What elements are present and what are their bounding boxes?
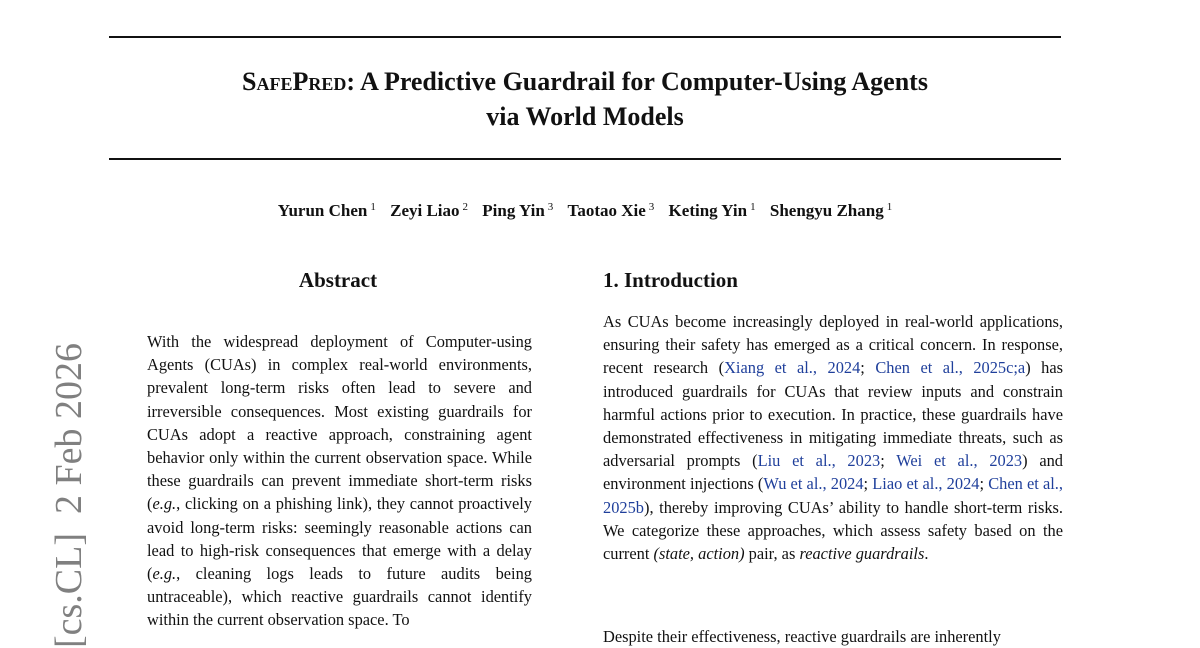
abstract-text: With the widespread deployment of Computer-using Agents (CUAs) in complex real-world environments, prevalent long-term risks often lead to severe and irreversible consequences. Most existing guardrails for CUAs adopt a reactive approach, constraining agent behavior only within the current observation space. While these guardrails can prevent immediate short-term risks (e.g., clicking on a phishing link), they cannot proactively avoid long-term risks: seemingly reasonable actions can lead to high-risk consequences that emerge with a delay (e.g., cleaning logs leads to future audits being untraceable), which reactive guardrails cannot identify within the current observation space. To [147, 332, 532, 630]
author: Keting Yin $^1$ [668, 201, 756, 220]
citation-link[interactable]: Wei et al., 2023 [896, 451, 1023, 471]
citation-link[interactable]: Chen et al., 2025b [603, 474, 1063, 517]
affiliation-mark: 2 [462, 201, 469, 213]
author: Taotao Xie $^3$ [567, 201, 655, 220]
title-rule-bottom [109, 158, 1061, 160]
paper-title [109, 64, 1061, 134]
author-list [109, 201, 1061, 221]
introduction-heading: 1. Introduction [603, 268, 738, 292]
author: Yurun Chen $^1$ [277, 201, 376, 220]
citation-link[interactable]: Xiang et al., 2024 [724, 358, 861, 378]
arxiv-side-stamp: [cs.CL] 2 Feb 2026 [48, 342, 90, 648]
citation-link[interactable]: Chen et al., 2025c;a [875, 358, 1026, 378]
introduction-paragraph-2: Despite their effectiveness, reactive guardrails are inherently [603, 627, 1001, 646]
affiliation-mark: 3 [547, 201, 554, 213]
introduction-paragraph-1: As CUAs become increasingly deployed in real-world applications, ensuring their safety has emerged as a critical concern. In response, recent research (Xiang et al., 2024; Chen et al., 2025c;a) has introduced guardrails for CUAs that review inputs and constrain harmful actions prior to execution. In practice, these guardrails have demonstrated effectiveness in mitigating immediate threats, such as adversarial prompts (Liu et al., 2023; Wei et al., 2023) and environment injections (Wu et al., 2024; Liao et al., 2024; Chen et al., 2025b), thereby improving CUAs’ ability to handle short-term risks. We categorize these approaches, which assess safety based on the current (state, action) pair, as reactive guardrails. [603, 312, 1064, 564]
title-system-name: SafePred [242, 67, 347, 96]
affiliation-mark: 1 [886, 201, 893, 213]
author: Zeyi Liao $^2$ [390, 201, 469, 220]
author: Ping Yin $^3$ [482, 201, 554, 220]
author: Shengyu Zhang $^1$ [769, 201, 893, 220]
citation-link[interactable]: Liao et al., 2024 [872, 474, 980, 494]
affiliation-mark: 3 [648, 201, 655, 213]
citation-link[interactable]: Wu et al., 2024 [763, 474, 864, 494]
affiliation-mark: 1 [370, 201, 376, 213]
title-line-2: via World Models [486, 102, 684, 131]
title-rest: : A Predictive Guardrail for Computer-Using Agents [346, 67, 928, 96]
citation-link[interactable]: Liu et al., 2023 [757, 451, 881, 471]
affiliation-mark: 1 [750, 201, 756, 213]
abstract-heading: Abstract [298, 268, 378, 292]
title-rule-top [109, 36, 1061, 38]
